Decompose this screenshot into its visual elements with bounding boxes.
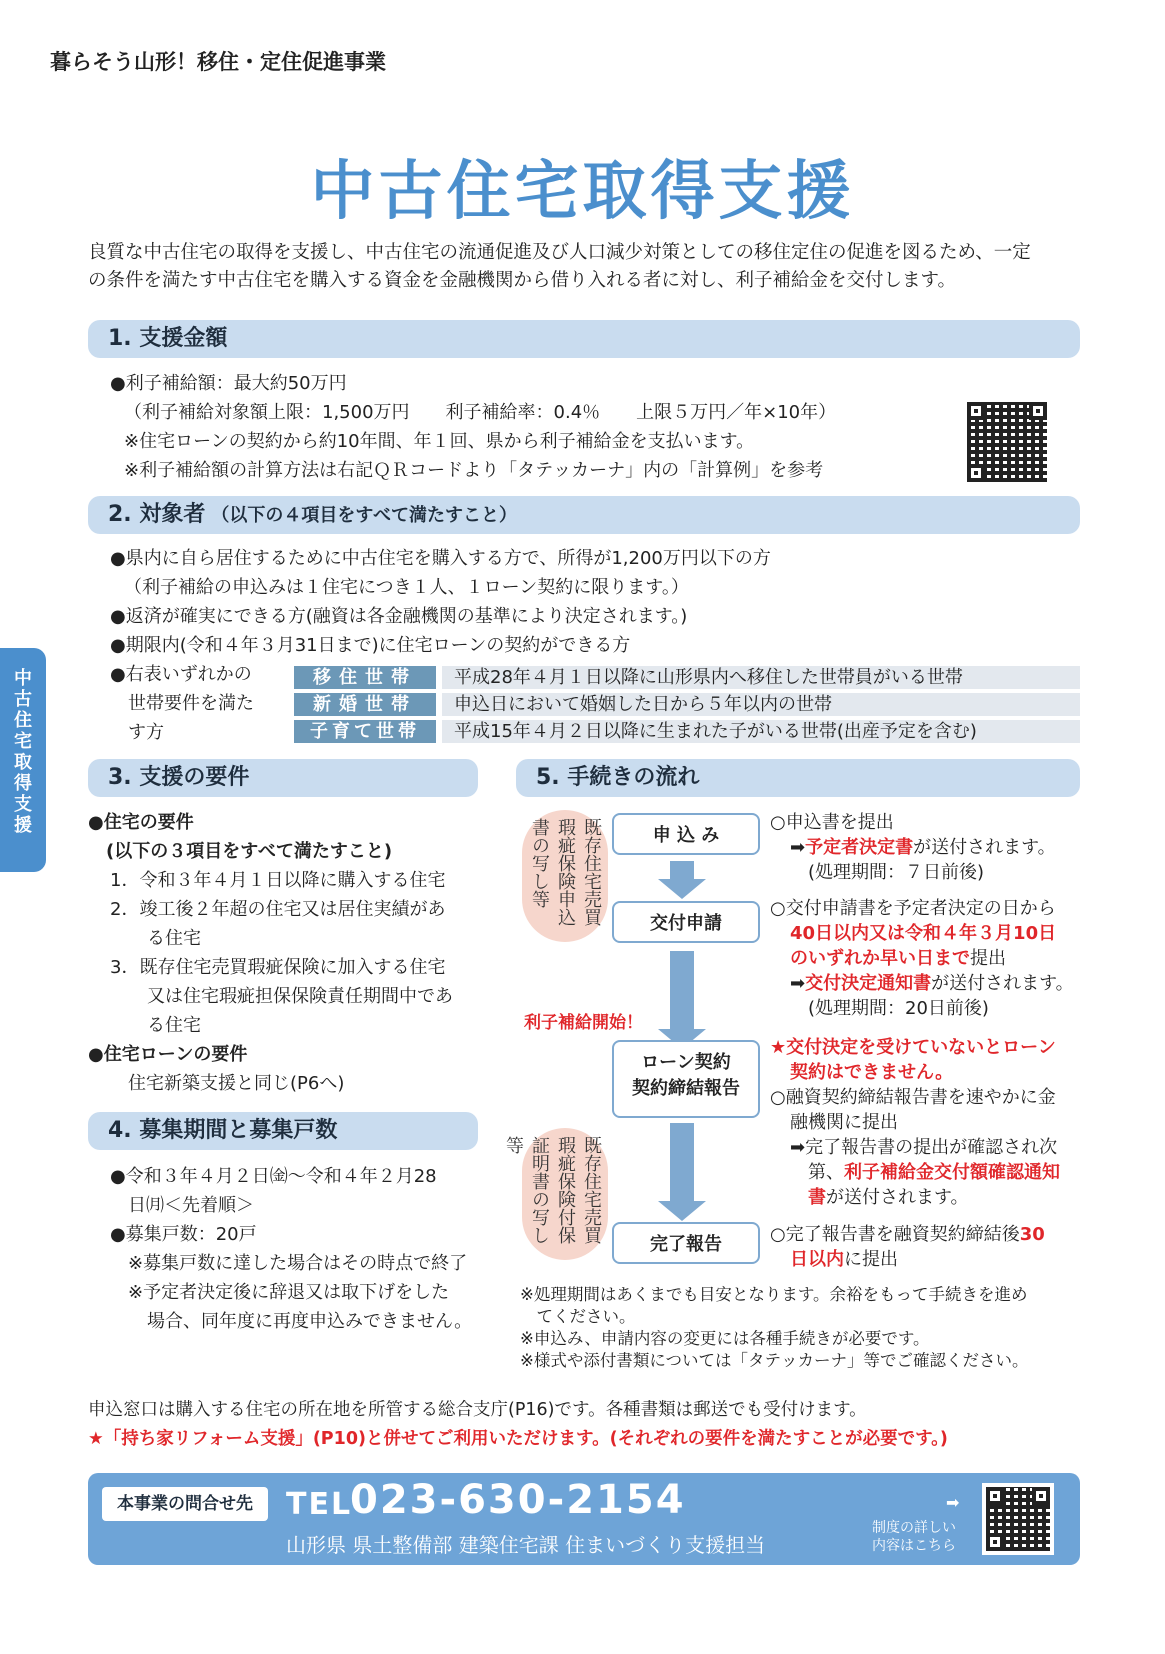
step2-red1: 40日以内又は令和４年３月10日 bbox=[790, 923, 1057, 944]
subsidy-start-label: 利子補給開始！ bbox=[524, 1013, 643, 1033]
household-intro-1: ●右表いずれかの bbox=[110, 664, 252, 685]
section-3-heading bbox=[88, 759, 478, 797]
household-label-newlywed: 新婚世帯 bbox=[294, 693, 436, 716]
flow-box-loan-line1: ローン契約 bbox=[641, 1052, 731, 1073]
arrow-right-icon-2: ➡ bbox=[790, 973, 806, 994]
house-req-3b: 又は住宅瑕疵担保保険責任期間中であ bbox=[147, 986, 453, 1007]
sec1-line-2: （利子補給対象額上限：1,500万円 利子補給率：0.4％ 上限５万円／年×10年） bbox=[124, 402, 837, 423]
step4-a-red: 30 bbox=[1019, 1224, 1045, 1245]
side-tab bbox=[0, 648, 46, 872]
qr-code-icon[interactable] bbox=[967, 402, 1047, 482]
sec1-line-1: ●利子補給額：最大約50万円 bbox=[110, 373, 347, 394]
note-4: ※様式や添付書類については「タテッカーナ」等でご確認ください。 bbox=[520, 1351, 1029, 1370]
house-req-3a: 3．既存住宅売買瑕疵保険に加入する住宅 bbox=[110, 957, 446, 978]
footer-qr-code-icon[interactable] bbox=[982, 1483, 1054, 1555]
note-3: ※申込み、申請内容の変更には各種手続きが必要です。 bbox=[520, 1329, 930, 1348]
arrow-head-1 bbox=[658, 879, 706, 899]
flow-box-grant-application: 交付申請 bbox=[612, 901, 760, 943]
section-1-heading bbox=[88, 320, 1080, 358]
step3-e-rest: が送付されます。 bbox=[826, 1187, 969, 1208]
step4-b-red: 日以内 bbox=[790, 1249, 844, 1270]
step2-c bbox=[790, 971, 1074, 997]
flow-box-loan-contract bbox=[612, 1040, 760, 1118]
section-2-subtitle: （以下の４項目をすべて満たすこと） bbox=[211, 505, 517, 526]
details-arrow-icon: ➡ bbox=[946, 1493, 960, 1512]
section-5-title: 5. 手続きの流れ bbox=[536, 765, 700, 790]
sec4-line-3: ●募集戸数：20戸 bbox=[110, 1224, 257, 1245]
section-4-title: 4. 募集期間と募集戸数 bbox=[108, 1118, 338, 1143]
step3-a: ○融資契約締結報告書を速やかに金 bbox=[770, 1087, 1056, 1108]
step3-d-pre: 第、 bbox=[808, 1162, 844, 1183]
step1-b bbox=[790, 835, 1056, 861]
side-tab-label: 中古住宅取得支援 bbox=[11, 668, 32, 836]
section-4-heading bbox=[88, 1112, 478, 1150]
arrow-right-icon: ➡ bbox=[790, 837, 806, 858]
step2-c-rest: が送付されます。 bbox=[931, 973, 1074, 994]
contact-label: 本事業の問合せ先 bbox=[102, 1487, 268, 1521]
step4-a bbox=[770, 1222, 1045, 1248]
sec2-line-1: ●県内に自ら居住するために中古住宅を購入する方で、所得が1,200万円以下の方 bbox=[110, 548, 771, 569]
section-5-heading bbox=[516, 759, 1080, 797]
step3-c: ➡完了報告書の提出が確認され次 bbox=[790, 1137, 1058, 1158]
arrow-shaft-3 bbox=[670, 1123, 694, 1201]
arrow-shaft-2 bbox=[670, 951, 694, 1029]
intro-line-1: 良質な中古住宅の取得を支援し、中古住宅の流通促進及び人口減少対策としての移住定住の促進を図るため、一定 bbox=[88, 242, 1031, 263]
section-2-title: 2. 対象者 bbox=[108, 502, 206, 527]
page-title: 中古住宅取得支援 bbox=[310, 155, 855, 229]
sec4-line-2: 日㈪＜先着順＞ bbox=[128, 1195, 254, 1216]
combo-text: ★「持ち家リフォーム支援」(P10)と併せてご利用いただけます。(それぞれの要件を満たすことが必要です。) bbox=[88, 1429, 948, 1449]
step1-a: ○申込書を提出 bbox=[770, 812, 894, 833]
window-text: 申込窓口は購入する住宅の所在地を所管する総合支庁(P16)です。各種書類は郵送でも受付けます。 bbox=[88, 1400, 867, 1420]
household-label-migration: 移住世帯 bbox=[294, 666, 436, 689]
step2-a: ○交付申請書を予定者決定の日から bbox=[770, 898, 1056, 919]
sec4-line-4: ※募集戸数に達した場合はその時点で終了 bbox=[128, 1253, 468, 1274]
step2-rest2: 提出 bbox=[970, 948, 1006, 969]
header-kicker: 暮らそう山形！移住・定住促進事業 bbox=[50, 50, 386, 74]
step3-warn2: 契約はできません。 bbox=[790, 1062, 954, 1083]
household-intro-3: す方 bbox=[128, 722, 164, 743]
details-line-2: 内容はこちら bbox=[872, 1538, 956, 1554]
tel-number[interactable]: 023-630-2154 bbox=[350, 1477, 686, 1523]
attachment-oval-1-text: 既存住宅売買瑕疵保険申込書の写し等 bbox=[529, 818, 602, 926]
step3-e-red: 書 bbox=[808, 1187, 826, 1208]
household-desc-childrearing: 平成15年４月２日以降に生まれた子がいる世帯(出産予定を含む) bbox=[442, 720, 1080, 743]
step2-d: (処理期間：20日前後) bbox=[808, 998, 989, 1019]
step4-a-text: ○完了報告書を融資契約締結後 bbox=[770, 1224, 1020, 1245]
loan-req-title: ●住宅ローンの要件 bbox=[88, 1044, 248, 1065]
section-2-heading bbox=[88, 496, 1080, 534]
note-2: てください。 bbox=[520, 1307, 636, 1326]
house-req-sub: (以下の３項目をすべて満たすこと) bbox=[106, 841, 393, 862]
arrow-head-3 bbox=[658, 1201, 706, 1221]
house-req-title: ●住宅の要件 bbox=[88, 812, 194, 833]
flow-box-application: 申 込 み bbox=[612, 813, 760, 855]
loan-req-text: 住宅新築支援と同じ(P6へ) bbox=[128, 1073, 345, 1094]
intro-line-2: の条件を満たす中古住宅を購入する資金を金融機関から借り入れる者に対し、利子補給金を交付します。 bbox=[88, 270, 957, 291]
sec4-line-5: ※予定者決定後に辞退又は取下げをした bbox=[128, 1282, 450, 1303]
step3-b: 融機関に提出 bbox=[790, 1112, 898, 1133]
household-label-childrearing: 子育て世帯 bbox=[294, 720, 436, 743]
household-desc-migration: 平成28年４月１日以降に山形県内へ移住した世帯員がいる世帯 bbox=[442, 666, 1080, 689]
section-3-title: 3. 支援の要件 bbox=[108, 765, 250, 790]
house-req-2b: る住宅 bbox=[147, 928, 201, 949]
section-1-title: 1. 支援金額 bbox=[108, 326, 228, 351]
house-req-2a: 2．竣工後２年超の住宅又は居住実績があ bbox=[110, 899, 446, 920]
note-1: ※処理期間はあくまでも目安となります。余裕をもって手続きを進め bbox=[520, 1285, 1028, 1304]
household-desc-newlywed: 申込日において婚姻した日から５年以内の世帯 bbox=[442, 693, 1080, 716]
arrow-shaft-1 bbox=[670, 861, 694, 879]
step2-b bbox=[790, 946, 1006, 972]
house-req-3c: る住宅 bbox=[147, 1015, 201, 1036]
contact-footer bbox=[88, 1473, 1080, 1565]
step2-red2: のいずれか早い日まで bbox=[790, 948, 970, 969]
flow-box-completion: 完了報告 bbox=[612, 1222, 760, 1264]
department: 山形県 県土整備部 建築住宅課 住まいづくり支援担当 bbox=[286, 1533, 766, 1557]
sec1-line-4: ※利子補給額の計算方法は右記ＱＲコードより「タテッカーナ」内の「計算例」を参考 bbox=[124, 460, 824, 481]
household-intro-2: 世帯要件を満た bbox=[128, 693, 254, 714]
sec2-line-2: （利子補給の申込みは１住宅につき１人、１ローン契約に限ります。） bbox=[124, 577, 689, 598]
step4-b bbox=[790, 1247, 898, 1273]
step3-e bbox=[808, 1185, 969, 1211]
step1-b-rest: が送付されます。 bbox=[913, 837, 1056, 858]
step4-b-rest: に提出 bbox=[844, 1249, 898, 1270]
sec1-line-3: ※住宅ローンの契約から約10年間、年１回、県から利子補給金を支払います。 bbox=[124, 431, 755, 452]
flow-box-loan-line2: 契約締結報告 bbox=[632, 1078, 740, 1099]
step1-c: (処理期間：７日前後) bbox=[808, 862, 985, 883]
sec4-line-6: 場合、同年度に再度申込みできません。 bbox=[147, 1311, 473, 1332]
step3-d bbox=[808, 1160, 1060, 1186]
sec2-line-4: ●期限内(令和４年３月31日まで)に住宅ローンの契約ができる方 bbox=[110, 635, 631, 656]
tel-prefix: TEL bbox=[286, 1487, 353, 1522]
sec2-line-3: ●返済が確実にできる方(融資は各金融機関の基準により決定されます。) bbox=[110, 606, 688, 627]
step3-warn1: ★交付決定を受けていないとローン bbox=[770, 1037, 1056, 1058]
sec4-line-1: ●令和３年４月２日㈮～令和４年２月28 bbox=[110, 1166, 437, 1187]
step1-b-red: 予定者決定書 bbox=[805, 837, 914, 858]
step2-c-red: 交付決定通知書 bbox=[805, 973, 932, 994]
step3-d-red: 利子補給金交付額確認通知 bbox=[844, 1162, 1060, 1183]
house-req-1: 1．令和３年４月１日以降に購入する住宅 bbox=[110, 870, 446, 891]
attachment-oval-2-text: 既存住宅売買瑕疵保険付保証明書の写し等 bbox=[503, 1136, 602, 1244]
details-line-1: 制度の詳しい bbox=[872, 1520, 956, 1536]
